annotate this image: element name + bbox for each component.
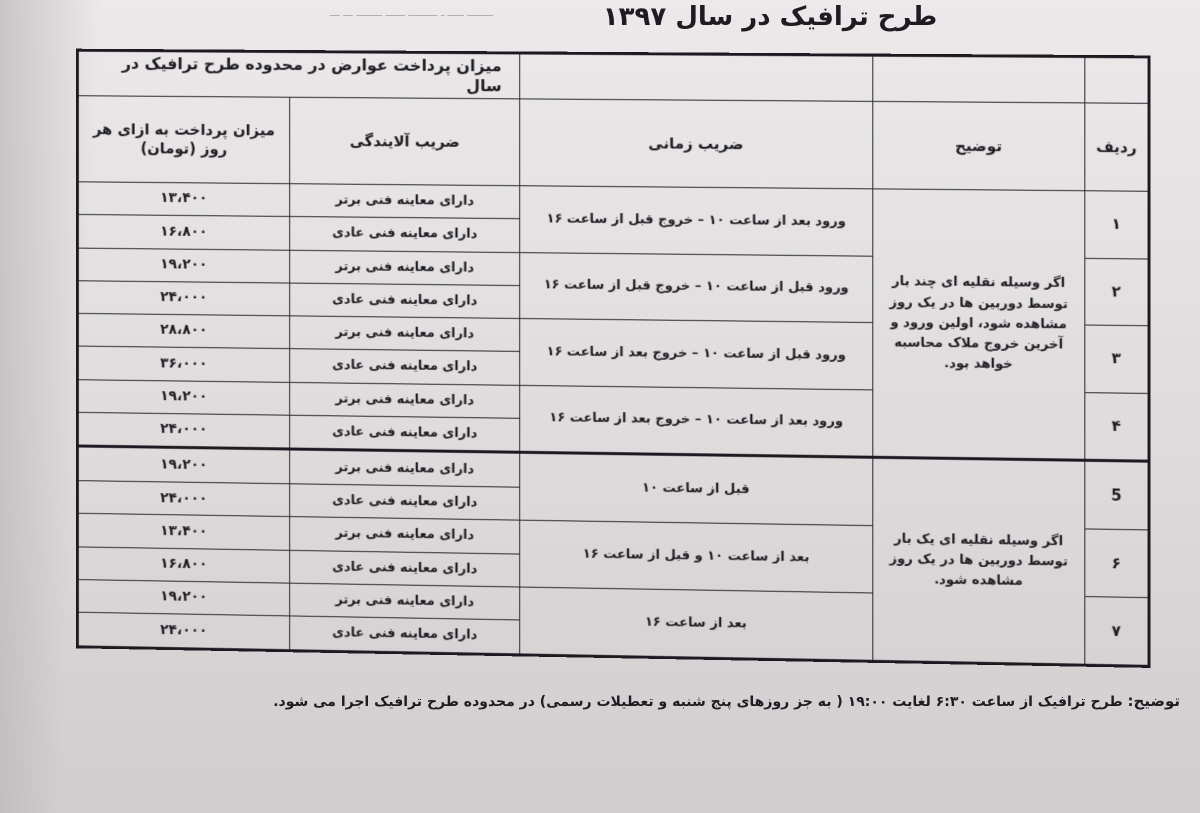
description-multiple-sightings: اگر وسیله نقلیه ای چند بار توسط دوربین ها در یک روز مشاهده شود، اولین ورود و آخرین خروج ملاک محاسبه خواهد بود. [873, 189, 1085, 461]
amount-superior: ۱۹،۲۰۰ [77, 446, 289, 484]
inspection-superior: دارای معاینه فنی برتر [290, 316, 520, 352]
faded-top-text: ــــــــ ـــــ ـ ـــــــــ ــــــ ــــــــ ـــ ـــ [330, 6, 494, 19]
fee-table-sheet [76, 49, 1151, 668]
time-factor: ورود بعد از ساعت ۱۰ – خروج بعد از ساعت ۱۶ [520, 385, 873, 458]
amount-normal: ۲۴،۰۰۰ [77, 481, 289, 517]
header-pollution-factor: ضریب آلایندگی [290, 97, 520, 185]
header-description: توضیح [873, 101, 1085, 190]
row-number: ۷ [1085, 596, 1149, 666]
row-number: ۶ [1085, 529, 1149, 597]
traffic-fee-table [76, 49, 1151, 668]
inspection-normal: دارای معاینه فنی عادی [290, 349, 520, 385]
header-time-factor: ضریب زمانی [520, 99, 873, 189]
amount-normal: ۱۶،۸۰۰ [77, 547, 289, 583]
inspection-superior: دارای معاینه فنی برتر [290, 184, 520, 219]
row-number: ۴ [1085, 392, 1149, 462]
amount-superior: ۱۹،۲۰۰ [77, 379, 289, 415]
amount-normal: ۳۶،۰۰۰ [77, 346, 289, 382]
amount-superior: ۱۳،۴۰۰ [77, 182, 289, 217]
inspection-superior: دارای معاینه فنی برتر [290, 583, 520, 620]
inspection-superior: دارای معاینه فنی برتر [290, 517, 520, 554]
page-heading: طرح ترافیک در سال ۱۳۹۷ [602, 2, 938, 32]
row-number: 5 [1085, 461, 1149, 531]
footnote-label: توضیح: [1127, 692, 1180, 710]
footnote [270, 690, 1180, 714]
amount-normal: ۲۴،۰۰۰ [77, 412, 289, 449]
row-number: ۳ [1085, 325, 1149, 393]
inspection-normal: دارای معاینه فنی عادی [290, 283, 520, 319]
footnote-text: طرح ترافیک از ساعت ۶:۳۰ لغایت ۱۹:۰۰ ( به جز روزهای پنج شنبه و تعطیلات رسمی) در محدوده طرح ترافیک اجرا می شود. [273, 694, 1123, 710]
amount-superior: ۱۳،۴۰۰ [77, 514, 289, 550]
inspection-normal: دارای معاینه فنی عادی [290, 484, 520, 521]
time-factor: قبل از ساعت ۱۰ [520, 453, 873, 526]
inspection-superior: دارای معاینه فنی برتر [290, 250, 520, 286]
inspection-normal: دارای معاینه فنی عادی [290, 550, 520, 587]
time-factor: بعد از ساعت ۱۰ و قبل از ساعت ۱۶ [520, 521, 873, 593]
time-factor: ورود قبل از ساعت ۱۰ – خروج قبل از ساعت ۱۶ [520, 252, 873, 322]
inspection-superior: دارای معاینه فنی برتر [290, 449, 520, 487]
amount-normal: ۱۶،۸۰۰ [77, 215, 289, 250]
time-factor: بعد از ساعت ۱۶ [520, 587, 873, 661]
table-caption: میزان پرداخت عوارض در محدوده طرح ترافیک در سال [77, 50, 520, 99]
description-single-sighting: اگر وسیله نقلیه ای یک بار توسط دوربین ها در یک روز مشاهده شود. [873, 458, 1085, 665]
time-factor: ورود بعد از ساعت ۱۰ – خروج قبل از ساعت ۱۶ [520, 186, 873, 256]
inspection-normal: دارای معاینه فنی عادی [290, 415, 520, 453]
amount-superior: ۱۹،۲۰۰ [77, 579, 289, 616]
row-number: ۱ [1085, 191, 1149, 259]
time-factor: ورود قبل از ساعت ۱۰ – خروج بعد از ساعت ۱۶ [520, 318, 873, 389]
inspection-normal: دارای معاینه فنی عادی [290, 616, 520, 655]
amount-superior: ۲۸،۸۰۰ [77, 313, 289, 348]
header-row-no: ردیف [1085, 103, 1149, 191]
row-number: ۲ [1085, 258, 1149, 326]
inspection-normal: دارای معاینه فنی عادی [290, 217, 520, 252]
amount-superior: ۱۹،۲۰۰ [77, 248, 289, 283]
inspection-superior: دارای معاینه فنی برتر [290, 382, 520, 418]
amount-normal: ۲۴،۰۰۰ [77, 280, 289, 315]
header-payment: میزان پرداخت به ازای هر روز (تومان) [77, 96, 289, 184]
amount-normal: ۲۴،۰۰۰ [77, 612, 289, 650]
